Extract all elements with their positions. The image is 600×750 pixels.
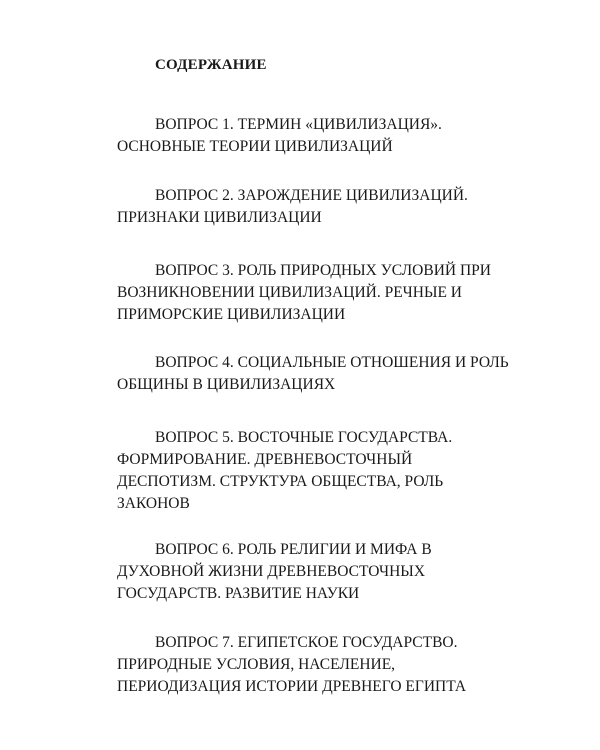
toc-entry-line: ВОЗНИКНОВЕНИИ ЦИВИЛИЗАЦИЙ. РЕЧНЫЕ И <box>117 284 462 301</box>
toc-entry-line: ПРИЗНАКИ ЦИВИЛИЗАЦИИ <box>117 209 322 226</box>
toc-entry-4 <box>117 352 517 396</box>
toc-entry-line: ВОПРОС 1. ТЕРМИН «ЦИВИЛИЗАЦИЯ». <box>155 116 442 133</box>
toc-entry-line: ГОСУДАРСТВ. РАЗВИТИЕ НАУКИ <box>117 585 360 602</box>
page-title: СОДЕРЖАНИЕ <box>155 57 267 73</box>
toc-entry-line: ДУХОВНОЙ ЖИЗНИ ДРЕВНЕВОСТОЧНЫХ <box>117 563 426 580</box>
toc-entry-1 <box>117 114 517 158</box>
toc-entry-line: ОСНОВНЫЕ ТЕОРИИ ЦИВИЛИЗАЦИЙ <box>117 138 393 155</box>
toc-entry-line: ПРИРОДНЫЕ УСЛОВИЯ, НАСЕЛЕНИЕ, <box>117 656 396 673</box>
toc-entry-line: ЗАКОНОВ <box>117 495 190 512</box>
toc-entry-line: ВОПРОС 5. ВОСТОЧНЫЕ ГОСУДАРСТВА. <box>155 429 453 446</box>
toc-entry-line: ПРИМОРСКИЕ ЦИВИЛИЗАЦИИ <box>117 306 346 323</box>
toc-entry-2 <box>117 185 517 229</box>
toc-entry-line: ПЕРИОДИЗАЦИЯ ИСТОРИИ ДРЕВНЕГО ЕГИПТА <box>117 678 467 695</box>
toc-entry-7 <box>117 632 517 698</box>
toc-entry-line: ОБЩИНЫ В ЦИВИЛИЗАЦИЯХ <box>117 376 336 393</box>
toc-entry-5 <box>117 427 517 515</box>
toc-entry-3 <box>117 260 517 326</box>
toc-entry-line: ДЕСПОТИЗМ. СТРУКТУРА ОБЩЕСТВА, РОЛЬ <box>117 473 444 490</box>
toc-entry-line: ФОРМИРОВАНИЕ. ДРЕВНЕВОСТОЧНЫЙ <box>117 451 413 468</box>
toc-entry-line: ВОПРОС 4. СОЦИАЛЬНЫЕ ОТНОШЕНИЯ И РОЛЬ <box>155 354 509 371</box>
toc-entry-line: ВОПРОС 6. РОЛЬ РЕЛИГИИ И МИФА В <box>155 541 432 558</box>
toc-entry-line: ВОПРОС 3. РОЛЬ ПРИРОДНЫХ УСЛОВИЙ ПРИ <box>155 262 491 279</box>
toc-entry-line: ВОПРОС 7. ЕГИПЕТСКОЕ ГОСУДАРСТВО. <box>155 634 458 651</box>
toc-entry-6 <box>117 539 517 605</box>
toc-entry-line: ВОПРОС 2. ЗАРОЖДЕНИЕ ЦИВИЛИЗАЦИЙ. <box>155 187 468 204</box>
